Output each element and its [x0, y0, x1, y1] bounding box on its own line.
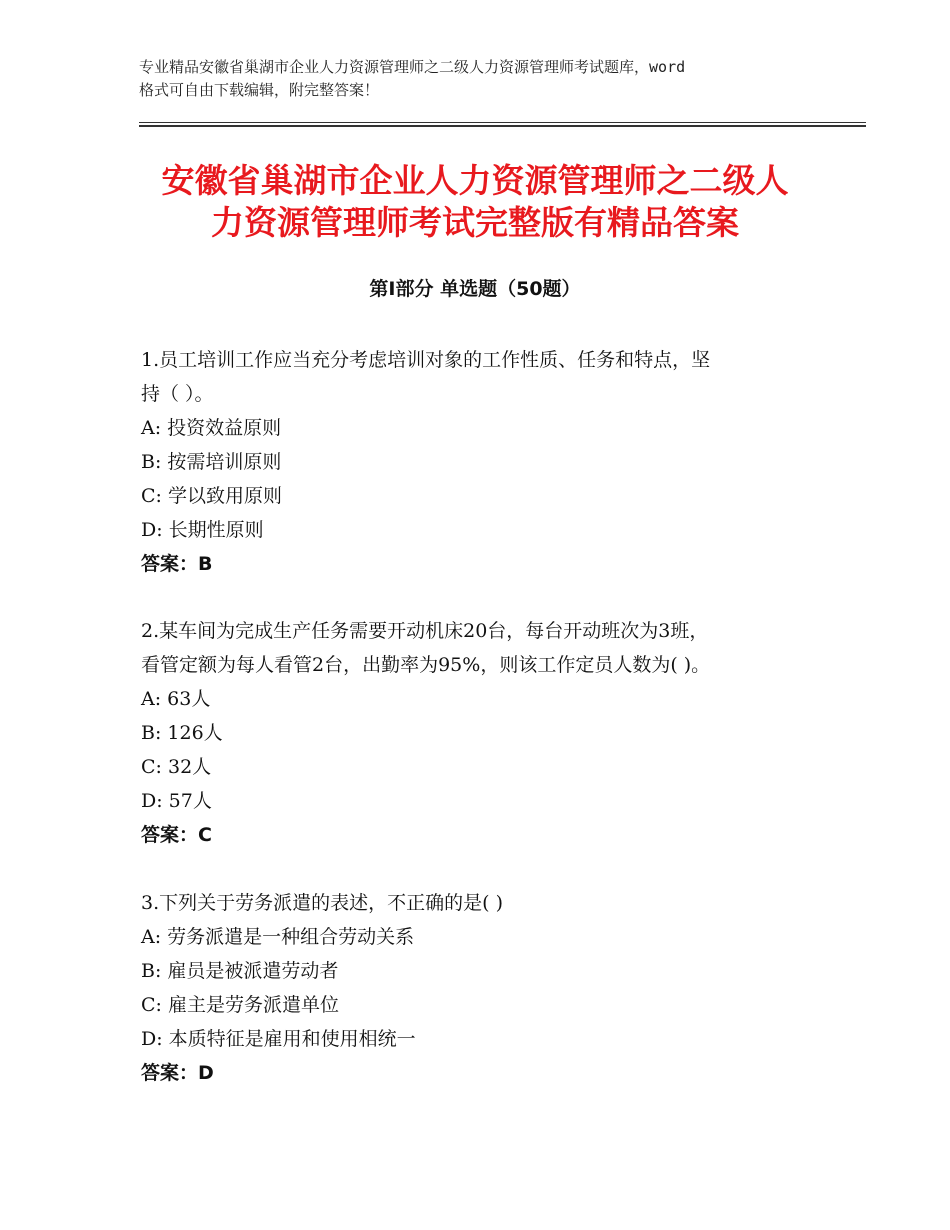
- section-title: 第Ⅰ部分 单选题（50题）: [369, 278, 581, 300]
- header-rule-thin: [139, 122, 866, 123]
- answer: 答案：B: [141, 553, 213, 575]
- document-title-line-1: 安徽省巢湖市企业人力资源管理师之二级人: [161, 161, 789, 200]
- answer: 答案：C: [141, 824, 212, 846]
- answer: 答案：D: [141, 1062, 214, 1084]
- option-d: D: 本质特征是雇用和使用相统一: [141, 1028, 416, 1050]
- option-a: A: 劳务派遣是一种组合劳动关系: [141, 926, 415, 948]
- question-3: [141, 886, 821, 1090]
- option-a: A: 63人: [141, 688, 211, 710]
- question-stem-line-2: 持（ ）。: [141, 383, 214, 405]
- option-b: B: 126人: [141, 722, 223, 744]
- option-a: A: 投资效益原则: [141, 417, 282, 439]
- header-note: [139, 56, 839, 102]
- header-note-line-1: 专业精品安徽省巢湖市企业人力资源管理师之二级人力资源管理师考试题库，word: [139, 58, 686, 76]
- option-b: B: 雇员是被派遣劳动者: [141, 960, 339, 982]
- header-rule-thick: [139, 125, 866, 127]
- option-c: C: 学以致用原则: [141, 485, 282, 507]
- header-note-line-2: 格式可自由下载编辑，附完整答案！: [139, 81, 380, 99]
- question-1: [141, 343, 821, 581]
- option-c: C: 雇主是劳务派遣单位: [141, 994, 339, 1016]
- question-2: [141, 614, 821, 852]
- document-title: [100, 160, 850, 244]
- question-stem-line-2: 看管定额为每人看管2台，出勤率为95%，则该工作定员人数为( )。: [141, 654, 711, 676]
- document-title-line-2: 力资源管理师考试完整版有精品答案: [211, 203, 739, 242]
- question-stem-line-1: 2.某车间为完成生产任务需要开动机床20台，每台开动班次为3班，: [141, 620, 709, 642]
- question-stem-line-1: 1.员工培训工作应当充分考虑培训对象的工作性质、任务和特点，坚: [141, 349, 711, 371]
- option-b: B: 按需培训原则: [141, 451, 282, 473]
- question-stem-line-1: 3.下列关于劳务派遣的表述，不正确的是( ): [141, 892, 503, 914]
- option-c: C: 32人: [141, 756, 212, 778]
- option-d: D: 长期性原则: [141, 519, 264, 541]
- option-d: D: 57人: [141, 790, 212, 812]
